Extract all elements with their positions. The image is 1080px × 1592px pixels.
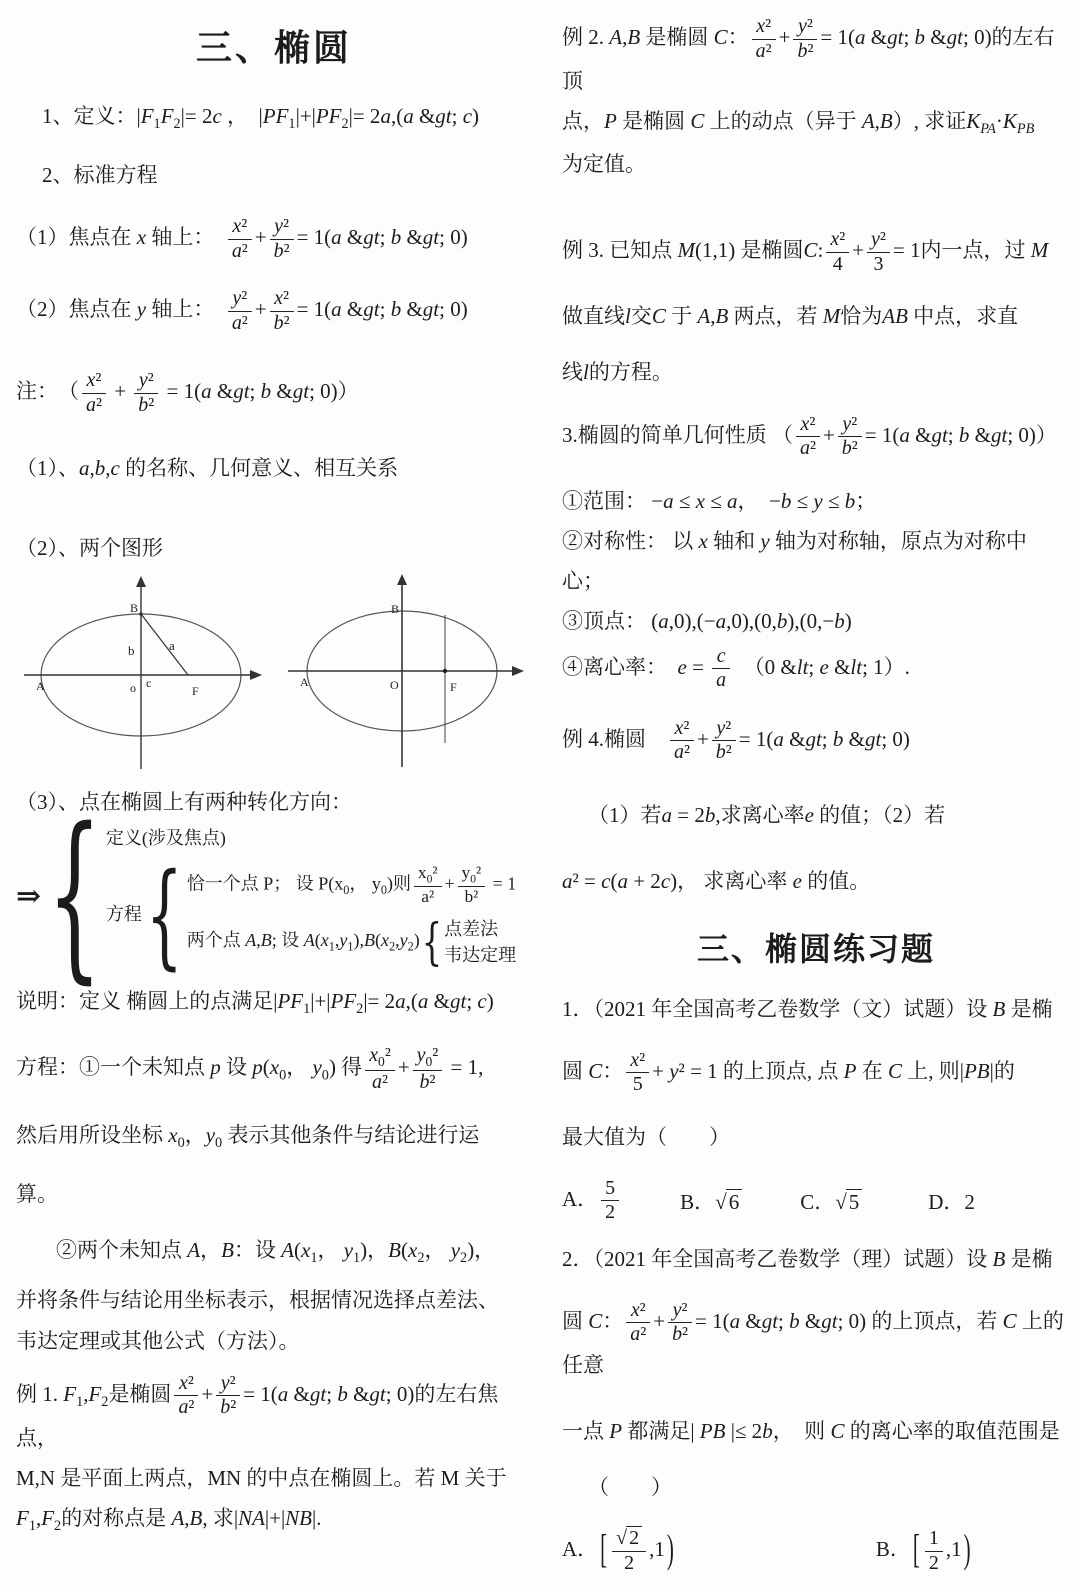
equation-note-1: 方程：①一个未知点 p 设 $p(x_0$， $y_0$) 得 $\frac{x_0^2}{\text{a²}}$ + $\frac{y_0^2}{\text{b²}}$ = 1, [16, 1044, 484, 1094]
example3-line1: 例 3. 已知点 M(1,1) 是椭圆C: $\frac{\text{x²}}{4}$ + $\frac{\text{y²}}{3}$ = 1内一点，过 M [562, 228, 1049, 275]
ellipse-diagram-abc [16, 571, 266, 773]
branch-outer-column [105, 825, 517, 982]
remark-line: 说明：定义 椭圆上的点满足$|PF_1|+|PF_2|= 2a,(a$ &gt; c) [16, 989, 494, 1018]
practice-section-title: 三、椭圆练习题 [696, 930, 935, 967]
question2-line1: 2．（2021 年全国高考乙卷数学（理）试题）设 B 是椭 [562, 1246, 1053, 1271]
question2-options [562, 1526, 1070, 1576]
q1-option-a: A． $\frac{5}{2}$ [562, 1176, 622, 1226]
point-B-dot [139, 612, 143, 616]
label-b: b [128, 642, 135, 658]
label-A: A [36, 678, 45, 693]
ellipse-diagrams [16, 571, 532, 773]
label-c: c [146, 675, 152, 690]
example2-line1: 例 2. A,B 是椭圆 C： $\frac{\text{x²}}{\text{a²}}$ + $\frac{\text{y²}}{\text{b²}}$ = 1(a &gt; b &gt; 0)的左右顶 [562, 15, 1055, 94]
property-vertices: ③顶点： (a,0),(−a,0),(0,b),(0,−b) [562, 608, 852, 633]
property-eccentricity: ④离心率： e = $\frac{c}{a}$ （0 &lt; e &lt; 1）. [562, 644, 910, 692]
example2-line3: 为定值。 [562, 152, 646, 177]
right-column [562, 0, 1070, 1592]
q2-option-b: B．[ $\frac{1}{2}$ ,1) [875, 1525, 971, 1574]
two-points-case: 两个点 A,B; 设 $A(x_1,y_1),B(x_2,y_2)$ [186, 930, 420, 955]
section-title: 三、椭圆 [195, 28, 352, 68]
question2-line3: 一点 P 都满足| PB |≤ 2b， 则 C 的离心率的取值范围是 [562, 1419, 1060, 1444]
focus-x-axis-line: （1）焦点在 x 轴上： $\frac{\text{x²}}{\text{a²}}$ + $\frac{\text{y²}}{\text{b²}}$ = 1(a &gt; b &gt; 0) [16, 215, 468, 262]
property-range: ①范围： −a ≤ x ≤ a， −b ≤ y ≤ b； [562, 488, 877, 513]
focus-dot [443, 668, 447, 672]
label-F: F [450, 679, 457, 694]
inner-brace: { [421, 912, 443, 972]
hypotenuse-a-segment [141, 614, 188, 675]
equation-note-3: 算。 [16, 1182, 58, 1207]
example4-line3: a² = c(a + 2c)， 求离心率 e 的值。 [562, 868, 871, 893]
question1-line3: 最大值为（ ） [562, 1124, 730, 1149]
example1-line3: $F_1,F_2$的对称点是 A,B, 求|NA|+|NB|. [16, 1505, 322, 1534]
label-B: B [130, 600, 139, 615]
standard-equation-label: 2、标准方程 [42, 163, 158, 188]
label-O: o [130, 680, 136, 695]
q2-option-a: A．[ $\frac{√ 2}{2}$ ,1) [562, 1525, 674, 1574]
branch-equation-label: 方程 [105, 904, 142, 925]
equation-note-5: 并将条件与结论用坐标表示，根据情况选择点差法、 [16, 1288, 499, 1313]
equation-note-4: ②两个未知点 A，B：设 $A(x_1$， $y_1$)，$B(x_2$， $y_2$)， [56, 1238, 496, 1267]
example1-line1: 例 1. $F_1,F_2$是椭圆 $\frac{\text{x²}}{\text{a²}}$ + $\frac{\text{y²}}{\text{b²}}$ = 1(a &gt; b &gt; 0)的左右焦点， [16, 1371, 499, 1450]
implies-arrow-icon: ⇒ [16, 879, 42, 913]
properties-title: 3.椭圆的简单几何性质 （ $\frac{\text{x²}}{\text{a²}}$ + $\frac{\text{y²}}{\text{b²}}$ = 1(a &gt; b &gt; 0)） [562, 412, 1057, 460]
two-points-row [186, 912, 517, 972]
q1-option-b: B．√6 [680, 1186, 742, 1216]
example2-line2: 点，P 是椭圆 C 上的动点（异于 A,B）, 求证$K_{PA}\cdot K_{PB}$ [562, 109, 1035, 138]
focus-y-axis-line: （2）焦点在 y 轴上： $\frac{\text{y²}}{\text{a²}}$ + $\frac{\text{x²}}{\text{b²}}$ = 1(a &gt; b &gt; 0) [16, 287, 468, 334]
label-a: a [169, 637, 175, 653]
label-A: A [300, 674, 309, 689]
outer-brace: { [47, 791, 102, 1002]
q1-option-d: D．2 [928, 1189, 975, 1214]
q1-option-c: C．√5 [800, 1186, 862, 1216]
method-vieta: 韦达定理 [444, 944, 517, 965]
item-abc-meaning: （1）、a,b,c 的名称、几何意义、相互关系 [16, 455, 399, 480]
question2-line4: （ ） [588, 1475, 672, 1500]
question1-line2: 圆 C： $\frac{\text{x²}}{5}$ + y² = 1 的上顶点, 点 P 在 C 上, 则|PB|的 [562, 1048, 1015, 1096]
method-point-difference: 点差法 [444, 918, 499, 939]
label-F: F [192, 683, 199, 698]
label-B: B [391, 601, 400, 616]
methods-column [444, 916, 516, 968]
definition-line: 1、定义：$|F_1F_2|= 2c$ ， $|PF_1|+|PF_2|= 2a,(a$ &gt; c) [42, 104, 480, 133]
label-O: O [390, 677, 399, 692]
y-axis-arrowhead [136, 576, 146, 587]
branch-definition: 定义(涉及焦点) [105, 827, 226, 848]
top-spacer [562, 0, 1070, 14]
equation-note-6: 韦达定理或其他公式（方法）。 [16, 1328, 300, 1353]
question2-line2: 圆 C： $\frac{\text{x²}}{\text{a²}}$ + $\frac{\text{y²}}{\text{b²}}$ = 1(a &gt; b &gt; 0) 的上顶点，若 C 上的任意 [562, 1298, 1064, 1378]
item-two-figures: （2）、两个图形 [16, 535, 163, 560]
y-axis-arrowhead [397, 574, 407, 585]
branch-inner-column [186, 862, 517, 972]
example3-line3: 线l的方程。 [562, 360, 673, 385]
example3-line2: 做直线l交C 于 A,B 两点，若 M恰为AB 中点，求直 [562, 304, 1019, 329]
property-symmetry-line1: ②对称性： 以 x 轴和 y 轴为对称轴，原点为对称中 [562, 528, 1027, 553]
property-symmetry-line2: 心； [562, 568, 604, 593]
question1-line1: 1．（2021 年全国高考乙卷数学（文）试题）设 B 是椭 [562, 996, 1053, 1021]
left-column [16, 0, 532, 1551]
example4-line1: 例 4.椭圆 $\frac{\text{x²}}{\text{a²}}$ + $\frac{\text{y²}}{\text{b²}}$ = 1(a &gt; b &gt; 0) [562, 716, 910, 764]
item-transform-directions: （3）、点在椭圆上有两种转化方向： [16, 789, 352, 814]
x-axis-arrowhead [512, 666, 524, 676]
branch-equation-row [105, 848, 517, 982]
example1-line2: M,N 是平面上两点，MN 的中点在椭圆上。若 M 关于 [16, 1465, 507, 1490]
one-point-case: 恰一个点 P； 设 $P(x_0$， $y_0$)则 $\frac{x_0^2}{\text{a²}}$ + $\frac{y_0^2}{\text{b²}}$ = 1 [186, 862, 517, 906]
question1-options [562, 1176, 1070, 1226]
note-line: 注： （ $\frac{\text{x²}}{\text{a²}}$ + $\frac{\text{y²}}{\text{b²}}$ = 1(a &gt; b &gt; 0)） [16, 369, 359, 416]
x-axis-arrowhead [250, 670, 262, 680]
ellipse-diagram-focus-line [282, 571, 532, 773]
example4-line2: （1）若a = 2b,求离心率e 的值；（2）若 [588, 802, 946, 827]
middle-brace: { [145, 848, 183, 982]
equation-note-2: 然后用所设坐标 $x_0$，$y_0$ 表示其他条件与结论进行运 [16, 1122, 480, 1152]
